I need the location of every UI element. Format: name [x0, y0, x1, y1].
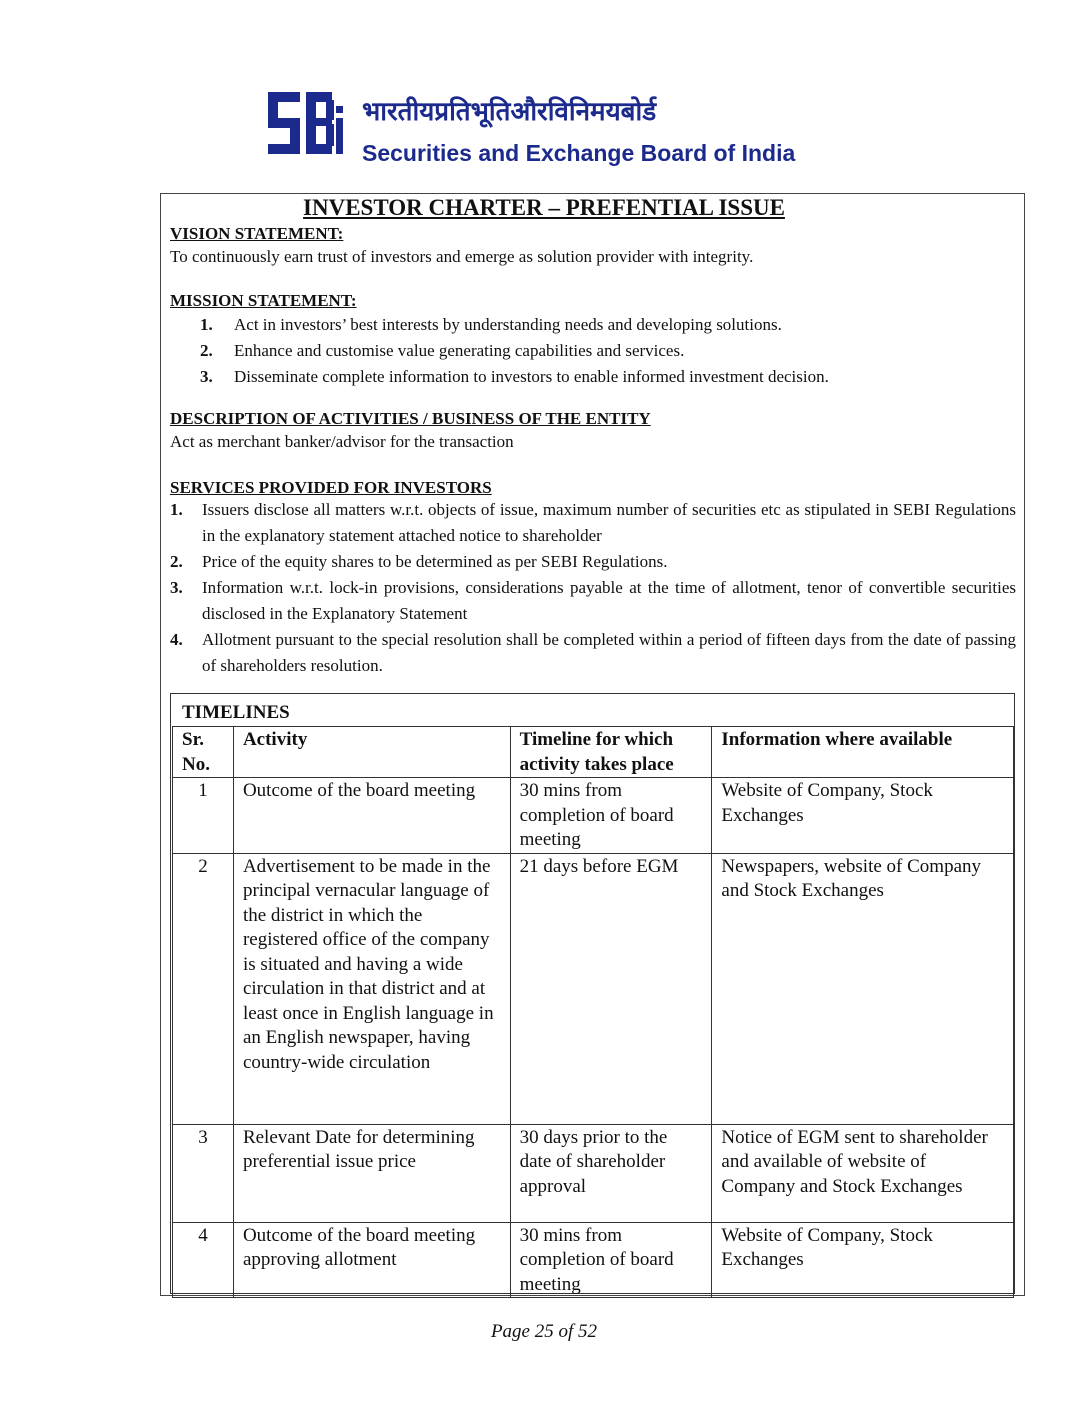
cell-sr: 4 [173, 1222, 234, 1298]
cell-info: Notice of EGM sent to shareholder and available of website of Company and Stock Exchanges [712, 1124, 1014, 1222]
list-item [170, 575, 1016, 627]
activities-heading: DESCRIPTION OF ACTIVITIES / BUSINESS OF THE ENTITY [170, 409, 651, 428]
item-number: 3. [170, 578, 183, 597]
timelines-heading: TIMELINES [182, 702, 290, 723]
column-header: Activity [233, 727, 510, 778]
item-text: Act in investors’ best interests by understanding needs and developing solutions. [234, 315, 782, 334]
item-text: Enhance and customise value generating capabilities and services. [234, 341, 685, 360]
item-text: Disseminate complete information to investors to enable informed investment decision. [234, 367, 829, 386]
mission-item [200, 315, 782, 335]
org-name-hindi: भारतीयप्रतिभूतिऔरविनिमयबोर्ड [362, 97, 657, 127]
cell-activity: Outcome of the board meeting approving allotment [233, 1222, 510, 1298]
item-text: Price of the equity shares to be determined as per SEBI Regulations. [202, 552, 668, 571]
list-item [170, 549, 1016, 575]
item-number: 2. [200, 341, 213, 360]
vision-text: To continuously earn trust of investors and emerge as solution provider with integrity. [170, 247, 754, 266]
list-item [170, 627, 1016, 679]
services-list [170, 497, 1016, 679]
cell-sr: 2 [173, 853, 234, 1124]
activities-text: Act as merchant banker/advisor for the transaction [170, 432, 514, 451]
cell-timeline: 21 days before EGM [510, 853, 712, 1124]
column-header: Sr. No. [173, 727, 234, 778]
item-text: Allotment pursuant to the special resolution shall be completed within a period of fifteen days from the date of passing of shareholders resolution. [202, 630, 1016, 675]
table-row [173, 853, 1014, 1124]
cell-activity: Advertisement to be made in the principal vernacular language of the district in which the registered office of the company is situated and having a wide circulation in that district and at least once in English language in an English newspaper, having country-wide circulation [233, 853, 510, 1124]
mission-item [200, 341, 684, 361]
list-item [170, 497, 1016, 549]
table-header-row [173, 727, 1014, 778]
page-number: Page 25 of 52 [490, 1321, 598, 1342]
item-number: 4. [170, 630, 183, 649]
cell-sr: 3 [173, 1124, 234, 1222]
table-row [173, 1124, 1014, 1222]
column-header: Information where available [712, 727, 1014, 778]
mission-heading: MISSION STATEMENT: [170, 291, 357, 310]
column-header: Timeline for which activity takes place [510, 727, 712, 778]
page-title: INVESTOR CHARTER – PREFENTIAL ISSUE [303, 195, 785, 220]
item-text: Information w.r.t. lock-in provisions, considerations payable at the time of allotment, tenor of convertible securities disclosed in the Explanatory Statement [202, 578, 1016, 623]
mission-item [200, 367, 829, 387]
item-number: 2. [170, 552, 183, 571]
table-row [173, 1222, 1014, 1298]
org-name-english: Securities and Exchange Board of India [362, 140, 796, 166]
vision-heading: VISION STATEMENT: [170, 224, 344, 243]
table-row [173, 778, 1014, 854]
cell-timeline: 30 mins from completion of board meeting [510, 1222, 712, 1298]
item-text: Issuers disclose all matters w.r.t. objects of issue, maximum number of securities etc as stipulated in SEBI Regulations in the explanatory statement attached notice to shareholder [202, 500, 1016, 545]
cell-timeline: 30 days prior to the date of shareholder approval [510, 1124, 712, 1222]
services-heading: SERVICES PROVIDED FOR INVESTORS [170, 478, 492, 497]
item-number: 1. [170, 500, 183, 519]
cell-activity: Relevant Date for determining preferential issue price [233, 1124, 510, 1222]
timelines-table [172, 726, 1014, 1298]
cell-timeline: 30 mins from completion of board meeting [510, 778, 712, 854]
cell-activity: Outcome of the board meeting [233, 778, 510, 854]
item-number: 1. [200, 315, 213, 334]
cell-info: Newspapers, website of Company and Stock Exchanges [712, 853, 1014, 1124]
sebi-logo-icon [266, 88, 346, 158]
cell-info: Website of Company, Stock Exchanges [712, 1222, 1014, 1298]
cell-info: Website of Company, Stock Exchanges [712, 778, 1014, 854]
item-number: 3. [200, 367, 213, 386]
cell-sr: 1 [173, 778, 234, 854]
